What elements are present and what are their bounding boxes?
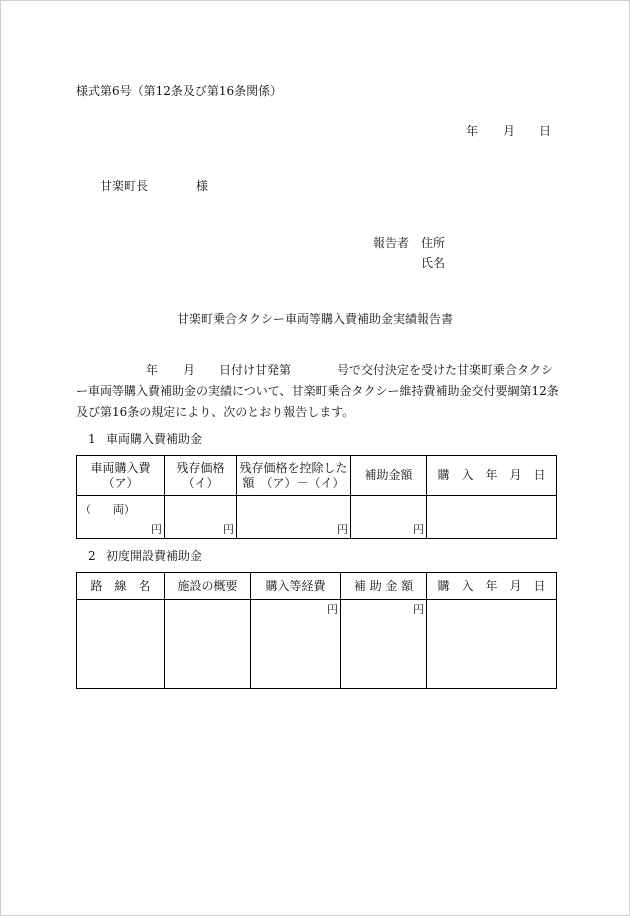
yen-unit: 円 [413, 603, 424, 616]
subsidy-amount-header: 補助金額 [351, 456, 427, 496]
date-year-label: 年 [466, 124, 479, 138]
purchase-cost-header: 購入等経費 [251, 573, 341, 600]
purchase-date-cell[interactable] [427, 496, 557, 539]
date-day-label: 日 [539, 124, 552, 138]
facility-overview-header: 施設の概要 [165, 573, 251, 600]
subsidy-amount-header: 補 助 金 額 [341, 573, 427, 600]
body-line-2: ー車両等購入費補助金の実績について、甘楽町乗合タクシー維持費補助金交付要綱第12条 [76, 384, 559, 398]
route-name-header: 路 線 名 [77, 573, 165, 600]
purchase-date-header: 購 入 年 月 日 [427, 456, 557, 496]
reporter-label: 報告者 [373, 236, 410, 250]
vehicle-table-header-row [77, 456, 557, 496]
setup-table-data-row [77, 600, 557, 689]
body-line-1 [76, 360, 554, 381]
vehicle-cost-cell[interactable] [77, 496, 165, 539]
vehicle-table-data-row [77, 496, 557, 539]
route-name-cell[interactable] [77, 600, 165, 689]
purchase-date-cell[interactable] [427, 600, 557, 689]
vehicle-count-label: （ 両） [80, 503, 135, 516]
yen-unit: 円 [223, 523, 234, 536]
purchase-date-header: 購 入 年 月 日 [427, 573, 557, 600]
residual-value-cell[interactable] [165, 496, 237, 539]
body-date-ref: 日付け甘発第 [219, 363, 292, 377]
setup-table-header-row [77, 573, 557, 600]
yen-unit: 円 [337, 523, 348, 536]
subsidy-amount-cell[interactable] [341, 600, 427, 689]
yen-unit: 円 [327, 603, 338, 616]
vehicle-purchase-table [76, 455, 557, 539]
facility-overview-cell[interactable] [165, 600, 251, 689]
yen-unit: 円 [413, 523, 424, 536]
section1-number: 1 [88, 432, 96, 446]
vehicle-cost-header: 車両購入費 （ア） [77, 456, 165, 496]
residual-value-header: 残存価格 （イ） [165, 456, 237, 496]
section1-heading: 車両購入費補助金 [106, 432, 203, 446]
addressee-honorific: 様 [196, 179, 209, 193]
subsidy-amount-cell[interactable] [351, 496, 427, 539]
address-label: 住所 [421, 236, 446, 250]
net-amount-cell[interactable] [237, 496, 351, 539]
purchase-cost-cell[interactable] [251, 600, 341, 689]
addressee-name: 甘楽町長 [100, 179, 149, 193]
body-line-1-end: 号で交付決定を受けた甘楽町乗合タクシ [337, 363, 554, 377]
body-line-3: 及び第16条の規定により、次のとおり報告します。 [76, 405, 355, 419]
body-paragraph [76, 360, 559, 423]
initial-setup-table [76, 572, 557, 689]
form-number: 様式第6号（第12条及び第16条関係） [76, 84, 283, 98]
body-month: 月 [183, 363, 196, 377]
document-title: 甘楽町乗合タクシー車両等購入費補助金実績報告書 [176, 312, 453, 326]
section2-number: 2 [88, 549, 96, 563]
name-label: 氏名 [421, 256, 446, 270]
section2-heading: 初度開設費補助金 [106, 549, 203, 563]
net-amount-header: 残存価格を控除した 額 （ア）－（イ） [237, 456, 351, 496]
date-month-label: 月 [503, 124, 516, 138]
yen-unit: 円 [151, 523, 162, 536]
body-year: 年 [146, 363, 159, 377]
